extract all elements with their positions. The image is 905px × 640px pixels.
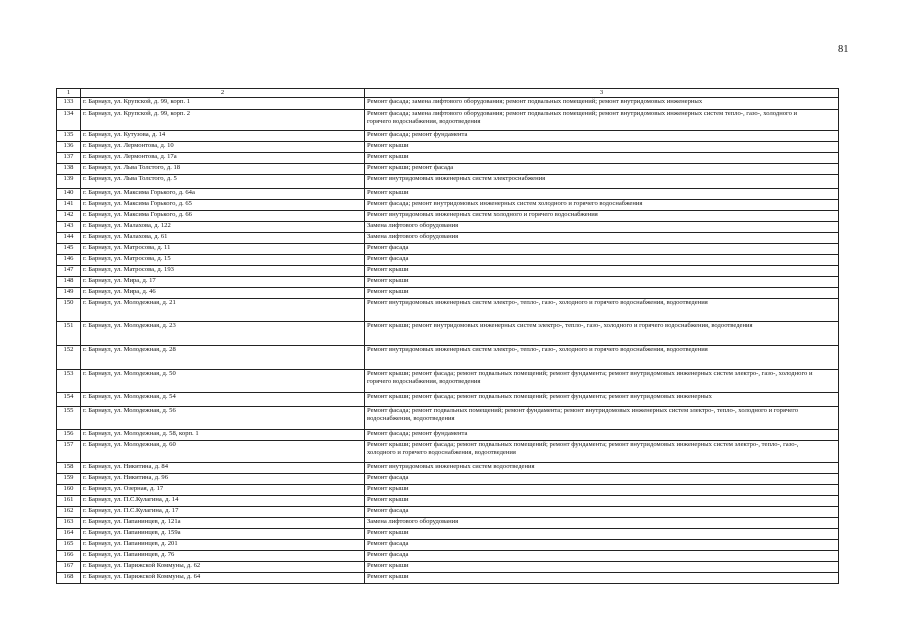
works-cell: Ремонт фасада; ремонт подвальных помещений; ремонт фундамента; ремонт внутридомовых инженерных систем электро-, тепло-, холодного и горячего водоснабжения, водоотведения (365, 407, 839, 430)
address-cell: г. Барнаул, ул. Льва Толстого, д. 5 (81, 175, 365, 189)
table-row (57, 244, 839, 255)
table-row (57, 153, 839, 164)
table-row (57, 562, 839, 573)
row-number-cell: 147 (57, 266, 81, 277)
table-row (57, 175, 839, 189)
address-cell: г. Барнаул, ул. Лермонтова, д. 17а (81, 153, 365, 164)
row-number-cell: 135 (57, 131, 81, 142)
row-number-cell: 148 (57, 277, 81, 288)
row-number-cell: 167 (57, 562, 81, 573)
header-cell-1: 1 (57, 89, 81, 98)
row-number-cell: 146 (57, 255, 81, 266)
row-number-cell: 134 (57, 110, 81, 131)
row-number-cell: 158 (57, 463, 81, 474)
address-cell: г. Барнаул, ул. Молодежная, д. 21 (81, 299, 365, 322)
row-number-cell: 151 (57, 322, 81, 346)
row-number-cell: 166 (57, 551, 81, 562)
table-row (57, 529, 839, 540)
works-cell: Ремонт внутридомовых инженерных систем электроснабжения (365, 175, 839, 189)
row-number-cell: 143 (57, 222, 81, 233)
table-row (57, 393, 839, 407)
table-row (57, 277, 839, 288)
table-row (57, 370, 839, 393)
address-cell: г. Барнаул, ул. Максима Горького, д. 65 (81, 200, 365, 211)
works-cell: Ремонт фасада (365, 244, 839, 255)
address-cell: г. Барнаул, ул. П.С.Кулагина, д. 14 (81, 496, 365, 507)
works-cell: Ремонт внутридомовых инженерных систем водоотведения (365, 463, 839, 474)
row-number-cell: 154 (57, 393, 81, 407)
works-cell: Ремонт фасада; ремонт фундамента (365, 430, 839, 441)
works-cell: Замена лифтового оборудования (365, 222, 839, 233)
table-row (57, 189, 839, 200)
table-row (57, 266, 839, 277)
works-cell: Ремонт крыши; ремонт фасада; ремонт подвальных помещений; ремонт фундамента; ремонт внутридомовых инженерных систем электро-, газо-, холодного и горячего водоснабжения, водоотведения (365, 370, 839, 393)
address-cell: г. Барнаул, ул. Папанинцев, д. 201 (81, 540, 365, 551)
works-cell: Ремонт крыши (365, 496, 839, 507)
works-cell: Ремонт фасада; замена лифтового оборудования; ремонт подвальных помещений; ремонт внутридомовых инженерных (365, 98, 839, 110)
address-cell: г. Барнаул, ул. Папанинцев, д. 159а (81, 529, 365, 540)
address-cell: г. Барнаул, ул. Лермонтова, д. 10 (81, 142, 365, 153)
address-cell: г. Барнаул, ул. Никитина, д. 96 (81, 474, 365, 485)
works-cell: Ремонт внутридомовых инженерных систем электро-, тепло-, газо-, холодного и горячего водоснабжения, водоотведения (365, 299, 839, 322)
row-number-cell: 155 (57, 407, 81, 430)
works-cell: Ремонт фасада; ремонт внутридомовых инженерных систем холодного и горячего водоснабжения (365, 200, 839, 211)
table-row (57, 407, 839, 430)
row-number-cell: 150 (57, 299, 81, 322)
works-cell: Ремонт внутридомовых инженерных систем холодного и горячего водоснабжения (365, 211, 839, 222)
row-number-cell: 168 (57, 573, 81, 584)
table-row (57, 346, 839, 370)
address-cell: г. Барнаул, ул. Льва Толстого, д. 18 (81, 164, 365, 175)
address-cell: г. Барнаул, ул. Молодежная, д. 58, корп. 1 (81, 430, 365, 441)
row-number-cell: 136 (57, 142, 81, 153)
row-number-cell: 157 (57, 441, 81, 463)
table-row (57, 200, 839, 211)
table-row (57, 551, 839, 562)
table-row (57, 299, 839, 322)
works-cell: Ремонт фасада; ремонт фундамента (365, 131, 839, 142)
table-row (57, 573, 839, 584)
row-number-cell: 149 (57, 288, 81, 299)
address-cell: г. Барнаул, ул. Максима Горького, д. 66 (81, 211, 365, 222)
table-body (57, 89, 839, 584)
address-cell: г. Барнаул, ул. Матросова, д. 193 (81, 266, 365, 277)
header-cell-2: 2 (81, 89, 365, 98)
row-number-cell: 133 (57, 98, 81, 110)
works-cell: Ремонт крыши (365, 573, 839, 584)
address-cell: г. Барнаул, ул. Малахова, д. 122 (81, 222, 365, 233)
row-number-cell: 152 (57, 346, 81, 370)
works-cell: Ремонт крыши; ремонт внутридомовых инженерных систем электро-, тепло-, газо-, холодного и горячего водоснабжения, водоотведения (365, 322, 839, 346)
works-cell: Ремонт крыши (365, 189, 839, 200)
works-cell: Ремонт крыши (365, 142, 839, 153)
works-cell: Ремонт крыши (365, 562, 839, 573)
table-row (57, 211, 839, 222)
table-row (57, 233, 839, 244)
repair-program-table (56, 88, 839, 584)
works-cell: Ремонт фасада (365, 255, 839, 266)
address-cell: г. Барнаул, ул. Мира, д. 46 (81, 288, 365, 299)
table-header-row (57, 89, 839, 98)
works-cell: Замена лифтового оборудования (365, 518, 839, 529)
works-cell: Ремонт крыши (365, 277, 839, 288)
row-number-cell: 140 (57, 189, 81, 200)
works-cell: Ремонт крыши (365, 153, 839, 164)
row-number-cell: 141 (57, 200, 81, 211)
row-number-cell: 156 (57, 430, 81, 441)
row-number-cell: 137 (57, 153, 81, 164)
address-cell: г. Барнаул, ул. Молодежная, д. 56 (81, 407, 365, 430)
works-cell: Ремонт внутридомовых инженерных систем электро-, тепло-, газо-, холодного и горячего водоснабжения, водоотведения (365, 346, 839, 370)
address-cell: г. Барнаул, ул. Малахова, д. 61 (81, 233, 365, 244)
address-cell: г. Барнаул, ул. Молодежная, д. 54 (81, 393, 365, 407)
table-row (57, 474, 839, 485)
header-cell-3: 3 (365, 89, 839, 98)
row-number-cell: 160 (57, 485, 81, 496)
address-cell: г. Барнаул, ул. Матросова, д. 11 (81, 244, 365, 255)
works-cell: Замена лифтового оборудования (365, 233, 839, 244)
address-cell: г. Барнаул, ул. Никитина, д. 84 (81, 463, 365, 474)
table-row (57, 110, 839, 131)
works-cell: Ремонт фасада (365, 551, 839, 562)
table-row (57, 131, 839, 142)
works-cell: Ремонт фасада (365, 474, 839, 485)
page-number: 81 (838, 44, 849, 55)
address-cell: г. Барнаул, ул. Мира, д. 17 (81, 277, 365, 288)
row-number-cell: 144 (57, 233, 81, 244)
address-cell: г. Барнаул, ул. Парижской Коммуны, д. 62 (81, 562, 365, 573)
address-cell: г. Барнаул, ул. Крупской, д. 99, корп. 2 (81, 110, 365, 131)
table-row (57, 430, 839, 441)
table-row (57, 518, 839, 529)
row-number-cell: 153 (57, 370, 81, 393)
table-row (57, 322, 839, 346)
address-cell: г. Барнаул, ул. Молодежная, д. 60 (81, 441, 365, 463)
row-number-cell: 142 (57, 211, 81, 222)
works-cell: Ремонт фасада (365, 540, 839, 551)
works-cell: Ремонт крыши (365, 529, 839, 540)
row-number-cell: 163 (57, 518, 81, 529)
table-row (57, 142, 839, 153)
table-row (57, 507, 839, 518)
works-cell: Ремонт крыши; ремонт фасада (365, 164, 839, 175)
row-number-cell: 145 (57, 244, 81, 255)
table-row (57, 164, 839, 175)
works-cell: Ремонт крыши (365, 288, 839, 299)
table-row (57, 441, 839, 463)
address-cell: г. Барнаул, ул. Молодежная, д. 28 (81, 346, 365, 370)
table-row (57, 540, 839, 551)
address-cell: г. Барнаул, ул. П.С.Кулагина, д. 17 (81, 507, 365, 518)
table-row (57, 496, 839, 507)
row-number-cell: 165 (57, 540, 81, 551)
row-number-cell: 139 (57, 175, 81, 189)
address-cell: г. Барнаул, ул. Парижской Коммуны, д. 64 (81, 573, 365, 584)
table-row (57, 222, 839, 233)
table-row (57, 485, 839, 496)
row-number-cell: 161 (57, 496, 81, 507)
address-cell: г. Барнаул, ул. Папанинцев, д. 121а (81, 518, 365, 529)
works-cell: Ремонт фасада; замена лифтового оборудования; ремонт подвальных помещений; ремонт внутридомовых инженерных систем тепло-, газо-, холодного и горячего водоснабжения, водоотведения (365, 110, 839, 131)
address-cell: г. Барнаул, ул. Папанинцев, д. 76 (81, 551, 365, 562)
address-cell: г. Барнаул, ул. Максима Горького, д. 64а (81, 189, 365, 200)
address-cell: г. Барнаул, ул. Озерная, д. 17 (81, 485, 365, 496)
works-cell: Ремонт крыши; ремонт фасада; ремонт подвальных помещений; ремонт фундамента; ремонт внутридомовых инженерных (365, 393, 839, 407)
works-cell: Ремонт фасада (365, 507, 839, 518)
address-cell: г. Барнаул, ул. Кутузова, д. 14 (81, 131, 365, 142)
table-row (57, 98, 839, 110)
table-row (57, 463, 839, 474)
row-number-cell: 138 (57, 164, 81, 175)
table-row (57, 288, 839, 299)
works-cell: Ремонт крыши (365, 266, 839, 277)
table-row (57, 255, 839, 266)
address-cell: г. Барнаул, ул. Молодежная, д. 23 (81, 322, 365, 346)
row-number-cell: 164 (57, 529, 81, 540)
address-cell: г. Барнаул, ул. Матросова, д. 15 (81, 255, 365, 266)
row-number-cell: 159 (57, 474, 81, 485)
address-cell: г. Барнаул, ул. Крупской, д. 99, корп. 1 (81, 98, 365, 110)
row-number-cell: 162 (57, 507, 81, 518)
works-cell: Ремонт крыши; ремонт фасада; ремонт подвальных помещений; ремонт фундамента; ремонт внутридомовых инженерных систем электро-, тепло-, газо-, холодного и горячего водоснабжения, водоотведения (365, 441, 839, 463)
works-cell: Ремонт крыши (365, 485, 839, 496)
address-cell: г. Барнаул, ул. Молодежная, д. 50 (81, 370, 365, 393)
